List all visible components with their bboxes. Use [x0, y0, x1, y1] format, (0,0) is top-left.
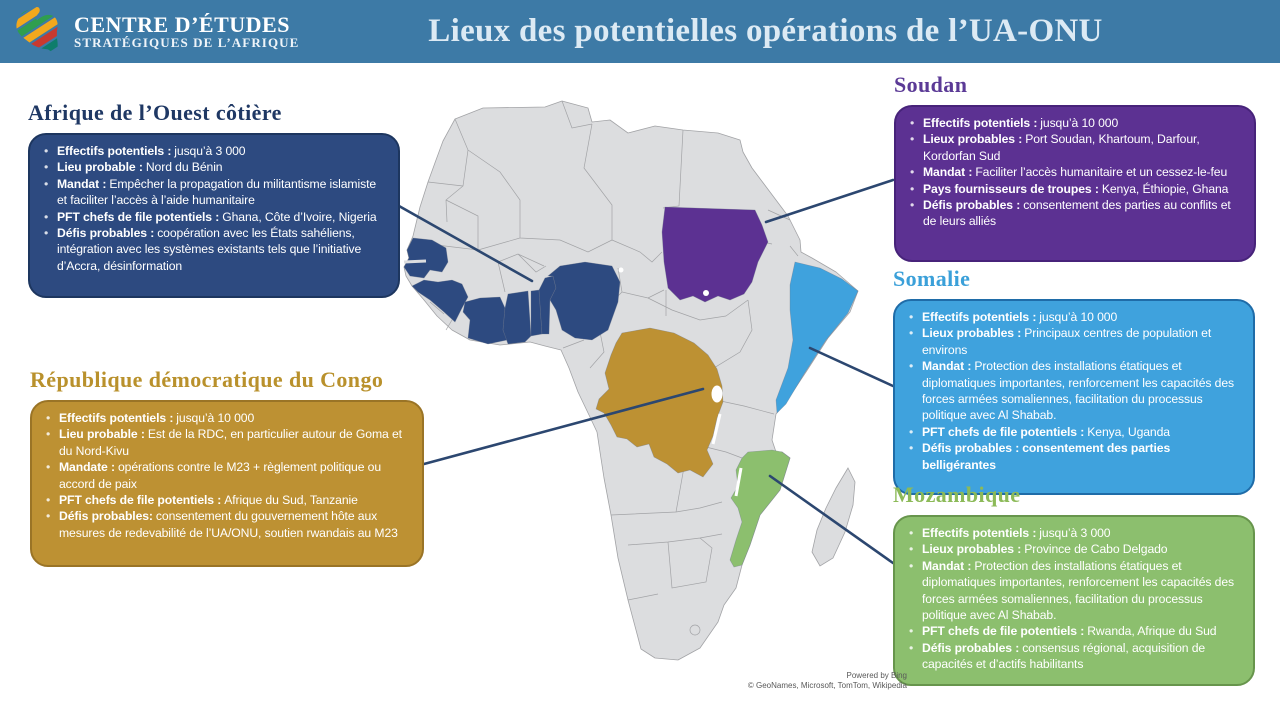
bullet-item: • PFT chefs de file potentiels : Afrique du Sud, Tanzanie [44, 492, 412, 508]
island-madagascar [812, 468, 855, 566]
bullet-item: • Lieu probable : Est de la RDC, en particulier autour de Goma et du Nord-Kivu [44, 426, 412, 459]
bullet-item: • Pays fournisseurs de troupes : Kenya, Éthiopie, Ghana [908, 181, 1244, 197]
lake-chad [619, 268, 624, 273]
bullet-item: • Lieux probables : Province de Cabo Delgado [907, 541, 1243, 557]
bullet-item: • Mandat : Empêcher la propagation du militantisme islamiste et faciliter l’accès à l’aide humanitaire [42, 176, 388, 209]
region-title-sudan: Soudan [894, 72, 968, 97]
bullet-item: • Défis probables : coopération avec les États sahéliens, intégration avec les systèmes existants tels que l’initiative d’Accra, désinformation [42, 225, 388, 274]
bullet-item: • PFT chefs de file potentiels : Kenya, Uganda [907, 424, 1243, 440]
bullet-item: • Lieu probable : Nord du Bénin [42, 159, 388, 175]
bullet-list [907, 525, 1243, 673]
sudan-lake-notch [703, 290, 709, 296]
region-title-drc: République démocratique du Congo [30, 367, 384, 392]
bullet-item: • Effectifs potentiels : jusqu’à 10 000 [908, 115, 1244, 131]
org-name-line1: CENTRE D’ÉTUDES [74, 12, 290, 38]
bullet-item: • Effectifs potentiels : jusqu’à 3 000 [42, 143, 388, 159]
bullet-item: • Mandate : opérations contre le M23 + règlement politique ou accord de paix [44, 459, 412, 492]
country-mozambique [730, 450, 790, 567]
bullet-item: • Défis probables : consentement des parties au conflits et de leurs alliés [908, 197, 1244, 230]
bullet-list [44, 410, 412, 541]
region-callout-sudan [894, 105, 1256, 262]
bullet-list [42, 143, 388, 274]
region-mozambique [893, 482, 1255, 686]
page-title: Lieux des potentielles opérations de l’UA-ONU [428, 13, 1103, 49]
region-title-somalia: Somalie [893, 266, 971, 291]
lake-victoria [712, 386, 723, 403]
bullet-item: • Effectifs potentiels : jusqu’à 10 000 [907, 309, 1243, 325]
bullet-item: • Défis probables : consensus régional, acquisition de capacités et d’actifs habilitants [907, 640, 1243, 673]
country-ghana [503, 291, 531, 344]
org-name-line2: STRATÉGIQUES DE L’AFRIQUE [74, 35, 300, 51]
bullet-item: • PFT chefs de file potentiels : Ghana, Côte d’Ivoire, Nigeria [42, 209, 388, 225]
bullet-item: • Mandat : Protection des installations étatiques et diplomatiques importantes, renforcement les capacités des forces armées somaliennes, facilitation du processus politique avec Al Shabab. [907, 358, 1243, 424]
region-somalia [893, 266, 1255, 495]
region-callout-drc [30, 400, 424, 567]
region-sudan [894, 72, 1256, 262]
bullet-item: • Défis probables : consentement des parties belligérantes [907, 440, 1243, 473]
bullet-list [908, 115, 1244, 230]
bullet-list [907, 309, 1243, 473]
leader-line-somalia [810, 348, 893, 386]
bullet-item: • Défis probables: consentement du gouvernement hôte aux mesures de redevabilité de l’UA/ONU, soutien rwandais au M23 [44, 508, 412, 541]
region-west-africa [28, 100, 400, 298]
bullet-item: • Mandat : Protection des installations étatiques et diplomatiques importantes, renforcement les capacités des forces armées somaliennes, facilitation du processus politique avec Al Shabab. [907, 558, 1243, 624]
region-callout-mozambique [893, 515, 1255, 686]
bullet-item: • Lieux probables : Principaux centres de population et environs [907, 325, 1243, 358]
leader-line-sudan [766, 180, 893, 222]
map-attribution [660, 671, 907, 691]
map-attribution-line1: Powered by Bing [846, 671, 907, 680]
region-title-west-africa: Afrique de l’Ouest côtière [28, 100, 282, 125]
region-callout-somalia [893, 299, 1255, 495]
region-drc [30, 367, 424, 567]
map-attribution-line2: © GeoNames, Microsoft, TomTom, Wikipedia [747, 681, 907, 690]
region-title-mozambique: Mozambique [893, 482, 1021, 507]
region-callout-west-africa [28, 133, 400, 298]
bullet-item: • PFT chefs de file potentiels : Rwanda, Afrique du Sud [907, 623, 1243, 639]
country-gambia [404, 261, 426, 262]
bullet-item: • Mandat : Faciliter l’accès humanitaire et un cessez-le-feu [908, 164, 1244, 180]
bullet-item: • Effectifs potentiels : jusqu’à 3 000 [907, 525, 1243, 541]
bullet-item: • Effectifs potentiels : jusqu’à 10 000 [44, 410, 412, 426]
bullet-item: • Lieux probables : Port Soudan, Khartoum, Darfour, Kordorfan Sud [908, 131, 1244, 164]
